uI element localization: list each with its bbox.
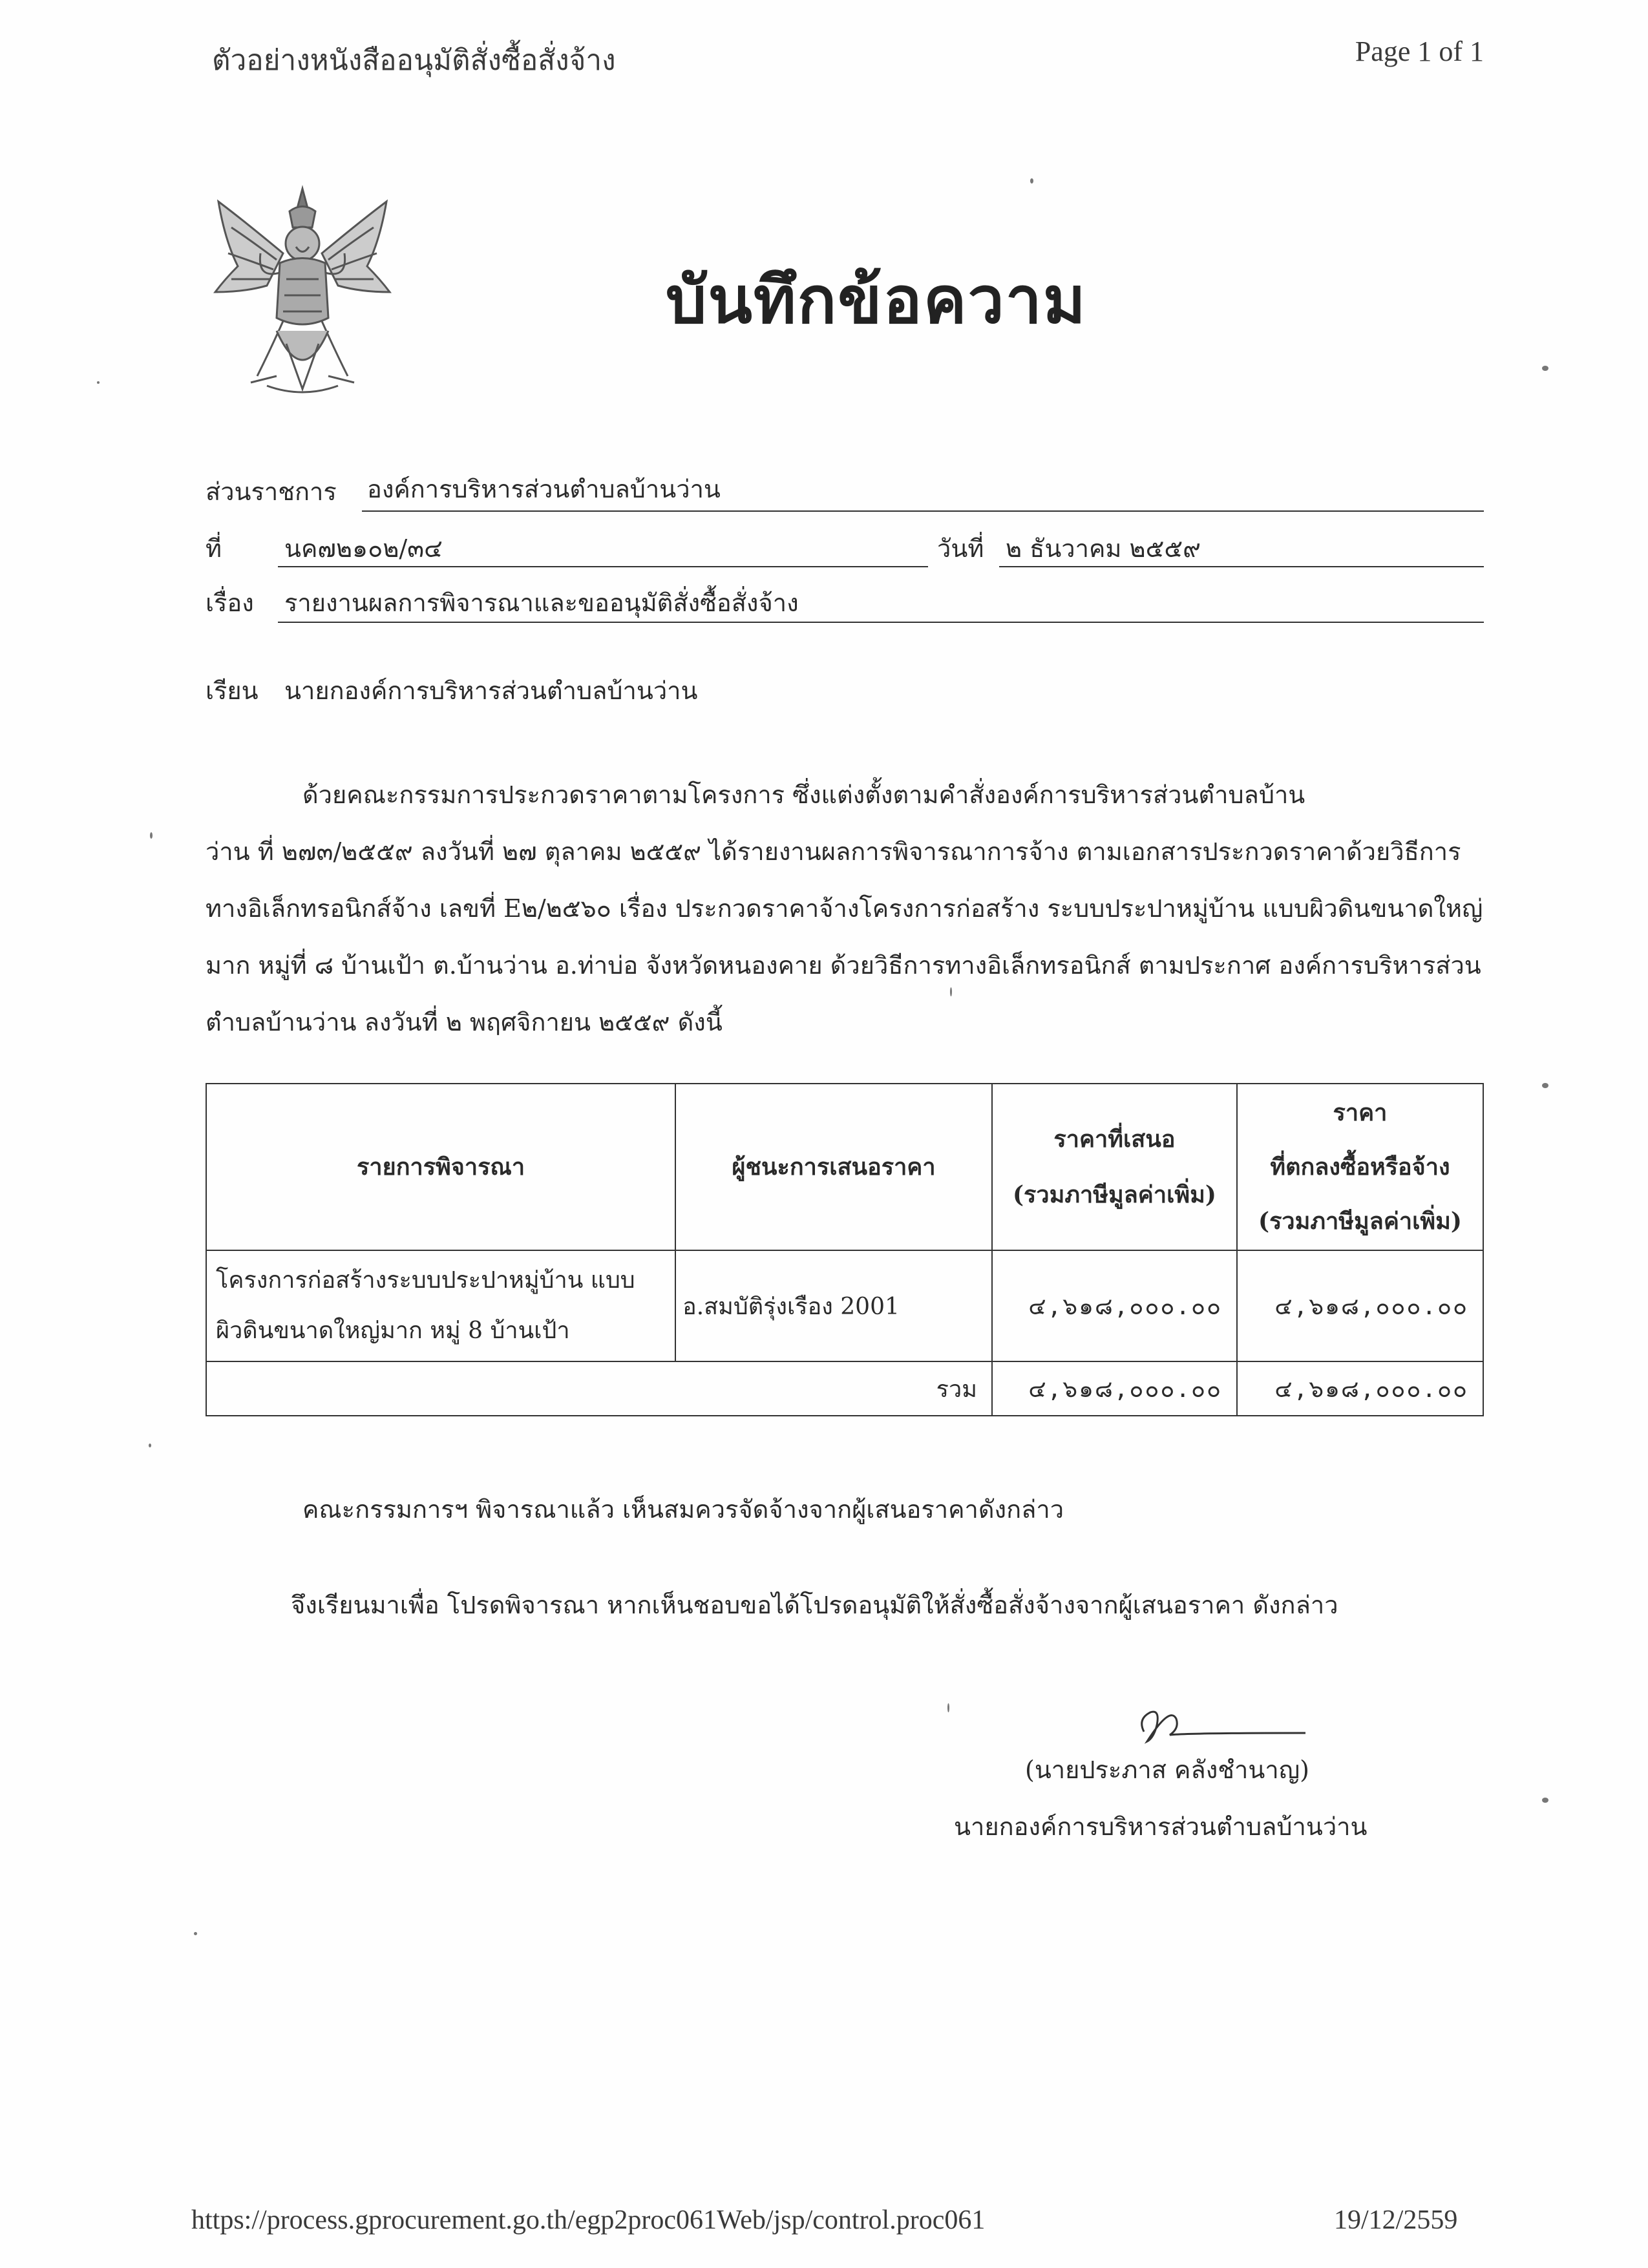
scan-speck bbox=[950, 987, 952, 996]
header-winner: ผู้ชนะการเสนอราคา bbox=[675, 1084, 992, 1250]
header-offer-price: ราคาที่เสนอ (รวมภาษีมูลค่าเพิ่ม) bbox=[992, 1084, 1237, 1250]
scan-speck bbox=[150, 832, 153, 839]
footer-date: 19/12/2559 bbox=[1334, 2205, 1458, 2235]
scan-speck bbox=[1542, 1798, 1548, 1803]
scan-speck bbox=[1542, 1083, 1548, 1088]
memo-title: บันทึกข้อความ bbox=[666, 262, 1087, 338]
body-paragraph-2: คณะกรรมการฯ พิจารณาแล้ว เห็นสมควรจัดจ้างจากผู้เสนอราคาดังกล่าว bbox=[302, 1495, 1064, 1524]
total-label: รวม bbox=[206, 1361, 992, 1416]
document-sample-label: ตัวอย่างหนังสืออนุมัติสั่งซื้อสั่งจ้าง bbox=[212, 44, 616, 77]
agency-label: ส่วนราชการ bbox=[206, 478, 337, 506]
to-label: เรียน bbox=[206, 677, 259, 705]
scan-speck bbox=[194, 1932, 197, 1935]
date-label: วันที่ bbox=[937, 534, 984, 563]
scan-speck bbox=[1542, 366, 1548, 371]
evaluation-table bbox=[206, 1083, 1484, 1416]
ref-underline bbox=[278, 566, 928, 567]
subject-value: รายงานผลการพิจารณาและขออนุมัติสั่งซื้อสั่งจ้าง bbox=[284, 589, 799, 617]
page-number: Page 1 of 1 bbox=[1355, 36, 1484, 67]
table-header-row bbox=[206, 1084, 1483, 1250]
total-agreed-price: ๔,๖๑๘,๐๐๐.๐๐ bbox=[1237, 1361, 1483, 1416]
header-item: รายการพิจารณา bbox=[206, 1084, 675, 1250]
to-value: นายกองค์การบริหารส่วนตำบลบ้านว่าน bbox=[284, 677, 698, 705]
signatory-name: (นายประภาส คลังชำนาญ) bbox=[1025, 1756, 1309, 1784]
row-agreed-price: ๔,๖๑๘,๐๐๐.๐๐ bbox=[1237, 1250, 1483, 1361]
signatory-position: นายกองค์การบริหารส่วนตำบลบ้านว่าน bbox=[954, 1812, 1368, 1841]
garuda-emblem-icon bbox=[206, 182, 399, 402]
subject-label: เรื่อง bbox=[206, 589, 254, 617]
footer-url: https://process.gprocurement.go.th/egp2proc061Web/jsp/control.proc061 bbox=[191, 2205, 986, 2235]
body-line: มาก หมู่ที่ ๘ บ้านเป้า ต.บ้านว่าน อ.ท่าบ่อ จังหวัดหนองคาย ด้วยวิธีการทางอิเล็กทรอนิกส์ ตามประกาศ องค์การบริหารส่วน bbox=[206, 951, 1481, 980]
date-underline bbox=[999, 566, 1484, 567]
body-line: ว่าน ที่ ๒๗๓/๒๕๕๙ ลงวันที่ ๒๗ ตุลาคม ๒๕๕๙ ได้รายงานผลการพิจารณาการจ้าง ตามเอกสารประกวดราคาด้วยวิธีการ bbox=[206, 837, 1461, 866]
header-agreed-price: ราคา ที่ตกลงซื้อหรือจ้าง (รวมภาษีมูลค่าเพิ่ม) bbox=[1237, 1084, 1483, 1250]
row-winner: อ.สมบัติรุ่งเรือง 2001 bbox=[675, 1250, 992, 1361]
scan-speck bbox=[1030, 178, 1033, 184]
scan-speck bbox=[97, 381, 100, 384]
subject-underline bbox=[278, 622, 1484, 623]
ref-label: ที่ bbox=[206, 534, 222, 563]
body-line: ทางอิเล็กทรอนิกส์จ้าง เลขที่ E๒/๒๕๖๐ เรื่อง ประกวดราคาจ้างโครงการก่อสร้าง ระบบประปาหมู่บ้าน แบบผิวดินขนาดใหญ่ bbox=[206, 894, 1483, 923]
date-value: ๒ ธันวาคม ๒๕๕๙ bbox=[1006, 534, 1201, 563]
table-row bbox=[206, 1250, 1483, 1361]
scan-speck bbox=[149, 1444, 151, 1447]
agency-value: องค์การบริหารส่วนตำบลบ้านว่าน bbox=[367, 475, 721, 503]
row-item: โครงการก่อสร้างระบบประปาหมู่บ้าน แบบ ผิวดินขนาดใหญ่มาก หมู่ 8 บ้านเป้า bbox=[206, 1250, 675, 1361]
body-paragraph-1 bbox=[206, 766, 1492, 1051]
scan-speck bbox=[947, 1703, 949, 1712]
body-line: ด้วยคณะกรรมการประกวดราคาตามโครงการ ซึ่งแต่งตั้งตามคำสั่งองค์การบริหารส่วนตำบลบ้าน bbox=[302, 781, 1305, 809]
ref-value: นค๗๒๑๐๒/๓๔ bbox=[284, 534, 443, 563]
row-offer-price: ๔,๖๑๘,๐๐๐.๐๐ bbox=[992, 1250, 1237, 1361]
table-total-row bbox=[206, 1361, 1483, 1416]
agency-underline bbox=[362, 510, 1484, 512]
handwritten-signature bbox=[1125, 1699, 1318, 1758]
body-paragraph-3: จึงเรียนมาเพื่อ โปรดพิจารณา หากเห็นชอบขอได้โปรดอนุมัติให้สั่งซื้อสั่งจ้างจากผู้เสนอราคา ดังกล่าว bbox=[291, 1591, 1338, 1619]
body-line: ตำบลบ้านว่าน ลงวันที่ ๒ พฤศจิกายน ๒๕๕๙ ดังนี้ bbox=[206, 1008, 723, 1036]
total-offer-price: ๔,๖๑๘,๐๐๐.๐๐ bbox=[992, 1361, 1237, 1416]
